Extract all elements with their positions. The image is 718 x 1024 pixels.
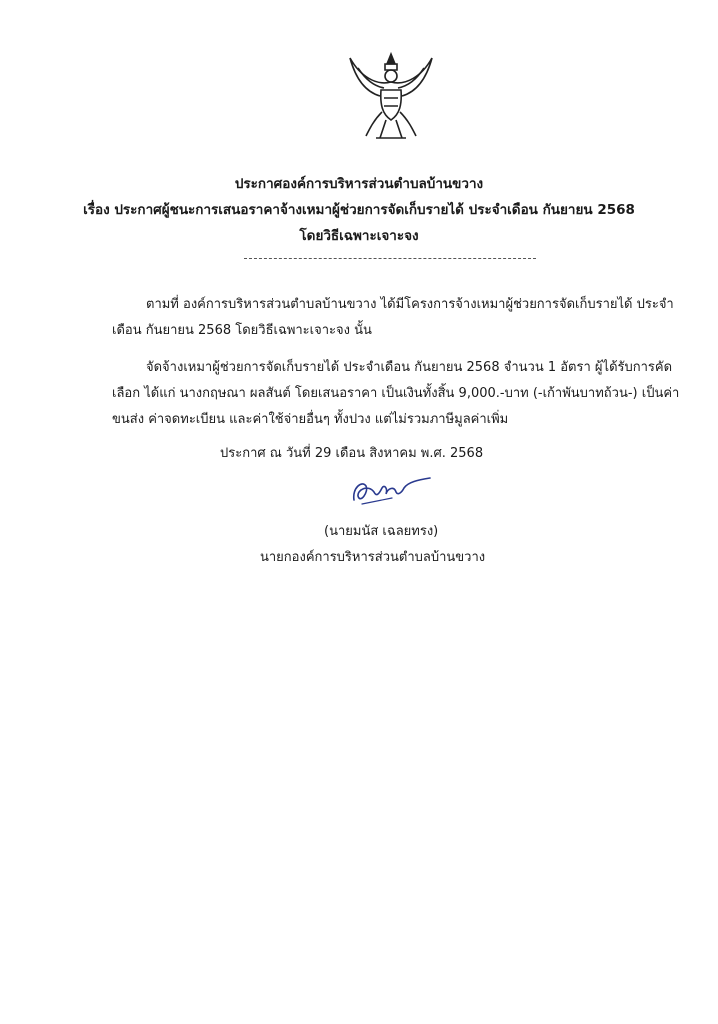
paragraph-2-text: จัดจ้างเหมาผู้ช่วยการจัดเก็บรายได้ ประจำเดือน กันยายน 2568 จำนวน 1 อัตรา ผู้ได้รับการคัดเลือก ได้แก่ นางกฤษณา ผลสันต์ โดยเสนอราคา เป็นเงินทั้งสิ้น 9,000.-บาท (-เก้าพันบาทถ้วน-) เป็นค่าขนส่ง ค่าจดทะเบียน และค่าใช้จ่ายอื่นๆ ทั้งปวง แต่ไม่รวมภาษีมูลค่าเพิ่ม <box>112 360 680 427</box>
announcement-date: ประกาศ ณ วันที่ 29 เดือน สิงหาคม พ.ศ. 2568 <box>220 446 484 461</box>
signatory-name: (นายมนัส เฉลยทรง) <box>324 524 439 539</box>
document-heading: ประกาศองค์การบริหารส่วนตำบลบ้านขวาง <box>234 176 484 192</box>
handwritten-signature <box>348 474 432 508</box>
document-subject: เรื่อง ประกาศผู้ชนะการเสนอราคาจ้างเหมาผู้ช่วยการจัดเก็บรายได้ ประจำเดือน กันยายน 2568 <box>83 202 635 218</box>
body-paragraph-2 <box>112 355 697 433</box>
garuda-emblem-icon <box>346 50 436 142</box>
paragraph-1-text: ตามที่ องค์การบริหารส่วนตำบลบ้านขวาง ได้มีโครงการจ้างเหมาผู้ช่วยการจัดเก็บรายได้ ประจำเดือน กันยายน 2568 โดยวิธีเฉพาะเจาะจง นั้น <box>112 297 674 338</box>
procurement-method: โดยวิธีเฉพาะเจาะจง <box>299 228 419 244</box>
body-paragraph-1 <box>112 292 697 344</box>
dashed-divider <box>244 258 536 259</box>
signatory-position: นายกองค์การบริหารส่วนตำบลบ้านขวาง <box>260 550 486 565</box>
